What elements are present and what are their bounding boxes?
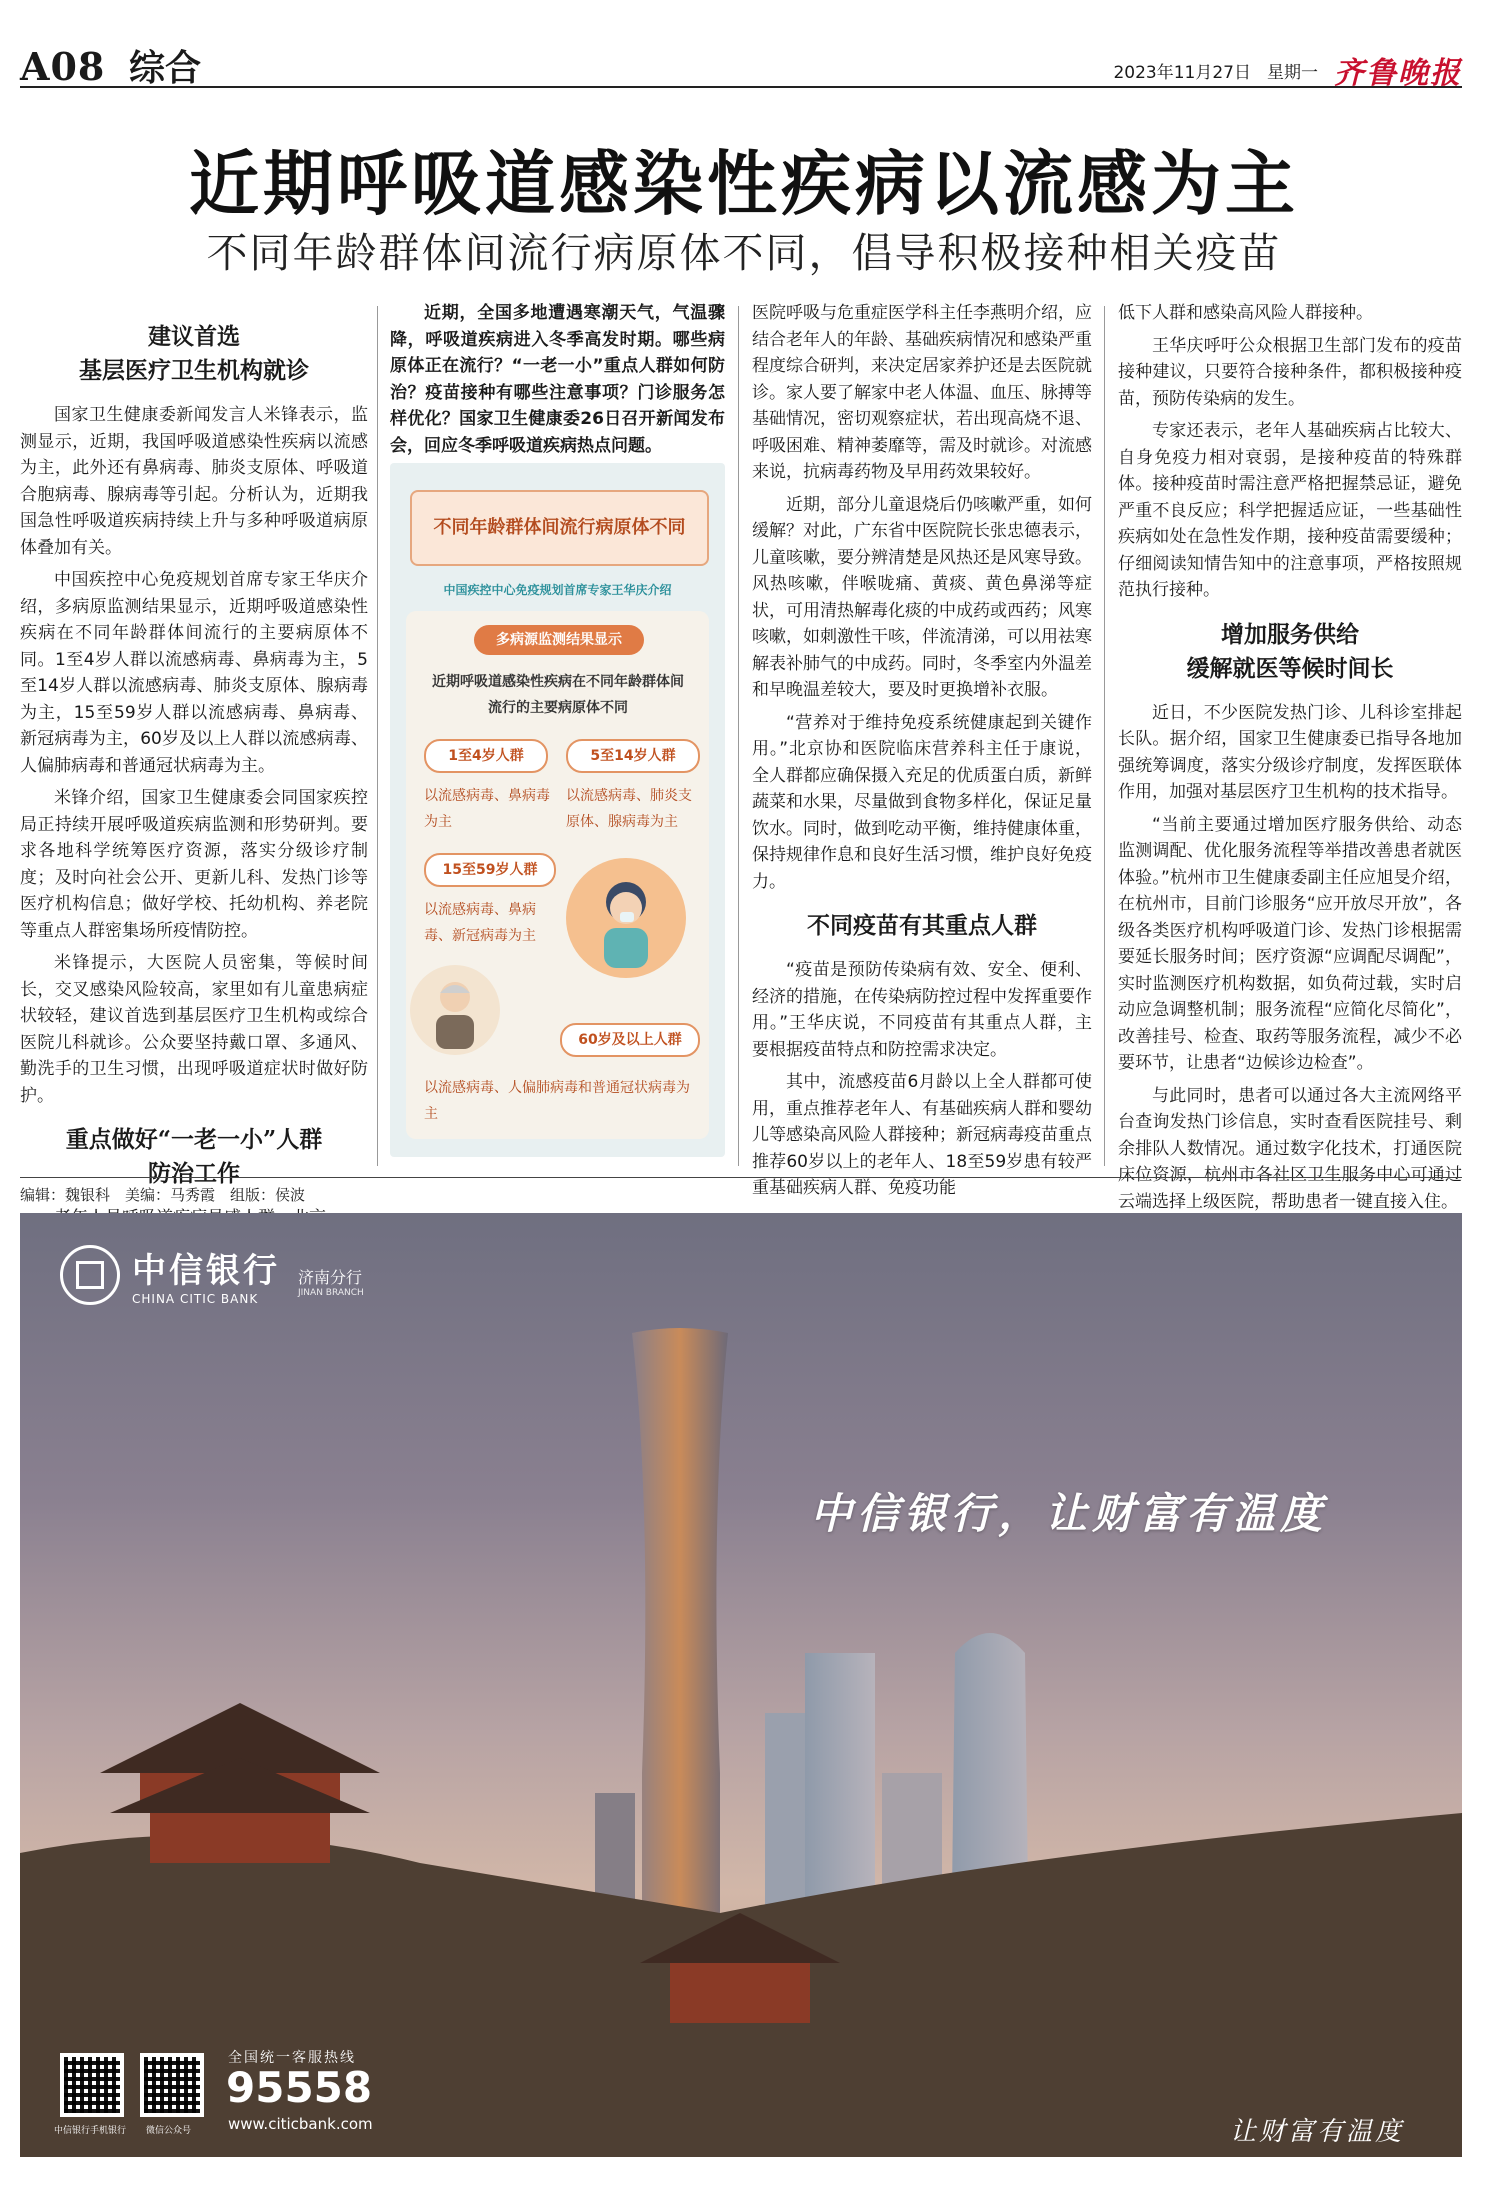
subhead-line: 建议首选 [148,323,240,350]
infographic-title: 不同年龄群体间流行病原体不同 [410,490,709,566]
column-divider [377,306,378,1166]
wechat-qr-icon [140,2053,204,2117]
elder-illustration [410,965,500,1055]
paragraph: 与此同时，患者可以通过各大主流网络平台查询发热门诊信息，实时查看医院挂号、剩余排队人数情况。通过数字化技术，打通医院床位资源，杭州市各社区卫生服务中心可通过云端选择上级医院，帮助患者一键直接入住。 [1118,1085,1462,1212]
branch-block [292,1265,364,1298]
issue-date: 2023年11月27日 [1113,62,1251,83]
bank-name-block [132,1243,280,1306]
age-group-pathogens: 以流感病毒、肺炎支原体、腺病毒为主 [566,788,692,830]
branch-name-cn: 济南分行 [298,1268,363,1287]
paragraph: 国家卫生健康委新闻发言人米锋表示，监测显示，近期，我国呼吸道感染性疾病以流感为主，此外还有鼻病毒、肺炎支原体、呼吸道合胞病毒、腺病毒等引起。分析认为，近期我国急性呼吸道疾病持续上升与多种呼吸道病原体叠加有关。 [20,405,368,558]
citic-logo-icon [60,1245,120,1305]
ad-slogan: 中信银行，让财富有温度 [810,1489,1328,1538]
paragraph: 近日，不少医院发热门诊、儿科诊室排起长队。据介绍，国家卫生健康委已指导各地加强统筹调度，落实分级诊疗制度，发挥医联体作用，加强对基层医疗卫生机构的技术指导。 [1118,702,1462,802]
age-group-label: 5至14岁人群 [566,739,700,773]
subhead-line: 基层医疗卫生机构就诊 [79,357,309,384]
bank-name-cn: 中信银行 [132,1251,280,1291]
article-column-1 [20,306,368,1238]
age-group-label: 15至59岁人群 [424,853,556,887]
editorial-credits: 编辑：魏银科 美编：马秀霞 组版：侯波 [20,1186,306,1204]
header-rule [20,86,1462,88]
column-divider [738,306,739,1166]
section-name: 综合 [128,47,201,89]
subhead-line: 防治工作 [148,1160,240,1187]
citic-bank-advertisement [20,1213,1462,2157]
subheadline: 不同年龄群体间流行病原体不同，倡导积极接种相关疫苗 [206,229,1282,277]
qr-label: 微信公众号 [146,2126,192,2136]
coughing-child-icon [566,858,686,978]
subhead-vaccines: 不同疫苗有其重点人群 [807,912,1037,939]
bank-logo [60,1243,364,1306]
issue-weekday: 星期一 [1267,62,1318,83]
age-group-pathogens: 以流感病毒、人偏肺病毒和普通冠状病毒为主 [424,1080,690,1122]
hotline-number: 95558 [226,2063,373,2112]
article-column-3 [752,300,1092,1208]
paragraph: 其中，流感疫苗6月龄以上全人群都可使用，重点推荐老年人、有基础疾病人群和婴幼儿等感染高风险人群接种；新冠病毒疫苗重点推荐60岁以上的老年人、18至59岁患有较严重基础疾病人群、免疫功能 [752,1072,1092,1198]
child-illustration [566,858,686,978]
paragraph: 专家还表示，老年人基础疾病占比较大、自身免疫力相对衰弱，是接种疫苗的特殊群体。接种疫苗时需注意严格把握禁忌证，避免严重不良反应；科学把握适应证，一些基础性疾病如处在急性发作期，接种疫苗需要缓种；仔细阅读知情告知中的注意事项，严格按照规范执行接种。 [1118,421,1462,600]
column-divider [1104,306,1105,1166]
paragraph: “当前主要通过增加医疗服务供给、动态监测调配、优化服务流程等举措改善患者就医体验。”杭州市卫生健康委副主任应旭旻介绍，在杭州市，目前门诊服务“应开放尽开放”，各级各类医疗机构呼吸道门诊、发热门诊根据需要延长服务时间；医疗资源“应调配尽调配”，实时监测医疗机构数据，如负荷过载，实时启动应急调整机制；服务流程“应简化尽简化”，改善挂号、检查、取药等服务流程，减少不必要环节，让患者“边候诊边检查”。 [1118,814,1462,1073]
paragraph: 医院呼吸与危重症医学科主任李燕明介绍，应结合老年人的年龄、基础疾病情况和感染严重程度综合研判，来决定居家养护还是去医院就诊。家人要了解家中老人体温、血压、脉搏等基础情况，密切观察症状，若出现高烧不退、呼吸困难、精神萎靡等，需及时就诊。对流感来说，抗病毒药物及早用药效果较好。 [752,303,1092,482]
age-group-pathogens: 以流感病毒、鼻病毒为主 [424,788,550,830]
ad-slogan-small: 让财富有温度 [1230,2117,1405,2147]
infographic [390,463,725,1157]
age-group-label: 60岁及以上人群 [560,1023,700,1057]
subhead-service-supply [1118,618,1462,686]
bank-name-en: CHINA CITIC BANK [132,1292,259,1306]
mobile-bank-qr-icon [60,2053,124,2117]
paragraph: “营养对于维持免疫系统健康起到关键作用。”北京协和医院临床营养科主任于康说，全人群都应确保摄入充足的优质蛋白质，新鲜蔬菜和水果，尽量做到食物多样化，保证足量饮水。同时，做到吃动平衡，维持健康体重，保持规律作息和良好生活习惯，维护良好免疫力。 [752,712,1092,892]
qr-label: 中信银行手机银行 [54,2126,127,2136]
article-column-2 [390,300,725,465]
article-column-4 [1118,300,1462,1248]
paragraph: “疫苗是预防传染病有效、安全、便利、经济的措施，在传染病防控过程中发挥重要作用。”王华庆说，不同疫苗有其重点人群，主要根据疫苗特点和防控需求决定。 [752,960,1092,1060]
paragraph: 米锋提示，大医院人员密集，等候时间长，交叉感染风险较高，家里如有儿童患病症状较轻，建议首选到基层医疗卫生机构或综合医院儿科就诊。公众要坚持戴口罩、多通风、勤洗手的卫生习惯，出现呼吸道症状时做好防护。 [20,953,368,1106]
page-number: A08 [20,44,106,89]
elderly-person-icon [410,965,500,1055]
headline: 近期呼吸道感染性疾病以流感为主 [189,142,1299,225]
newspaper-name: 齐鲁晚报 [1334,56,1462,91]
page-header-left [20,40,201,91]
paragraph: 米锋介绍，国家卫生健康委会同国家疾控局正持续开展呼吸道疾病监测和形势研判。要求各地科学统筹医疗资源，落实分级诊疗制度；及时向社会公开、更新儿科、发热门诊等医疗机构信息；做好学校、托幼机构、养老院等重点人群密集场所疫情防控。 [20,788,368,941]
age-group-label: 1至4岁人群 [424,739,548,773]
paragraph: 中国疾控中心免疫规划首席专家王华庆介绍，多病原监测结果显示，近期呼吸道感染性疾病在不同年龄群体间流行的主要病原体不同。1至4岁人群以流感病毒、鼻病毒为主，5至14岁人群以流感病毒、肺炎支原体、腺病毒为主，15至59岁人群以流感病毒、鼻病毒、新冠病毒为主，60岁及以上人群以流感病毒、人偏肺病毒和普通冠状病毒为主。 [20,570,368,776]
branch-name-en: JINAN BRANCH [298,1288,364,1298]
skyline-illustration [20,1213,1462,2157]
bank-website: www.citicbank.com [228,2115,373,2133]
subhead-line: 重点做好“一老一小”人群 [65,1126,323,1153]
footer-rule [20,1177,1462,1178]
age-group-pathogens: 以流感病毒、鼻病毒、新冠病毒为主 [424,902,536,944]
paragraph: 低下人群和感染高风险人群接种。 [1118,303,1373,323]
infographic-tag: 多病源监测结果显示 [474,625,644,655]
subhead-line: 缓解就医等候时间长 [1186,654,1394,682]
paragraph: 近期，部分儿童退烧后仍咳嗽严重，如何缓解？对此，广东省中医院院长张忠德表示，儿童咳嗽，要分辨清楚是风热还是风寒导致。风热咳嗽，伴喉咙痛、黄痰、黄色鼻涕等症状，可用清热解毒化痰的中成药或西药；风寒咳嗽，如刺激性干咳，伴流清涕，可以用祛寒解表补肺气的中成药。同时，冬季室内外温差和早晚温差较大，要及时更换增补衣服。 [752,494,1092,700]
hotline-label: 全国统一客服热线 [228,2050,356,2066]
subhead-line: 增加服务供给 [1221,620,1359,648]
subhead-primary-care [20,320,368,388]
infographic-description: 近期呼吸道感染性疾病在不同年龄群体间流行的主要病原体不同 [432,674,684,716]
paragraph: 王华庆呼吁公众根据卫生部门发布的疫苗接种建议，只要符合接种条件，都积极接种疫苗，预防传染病的发生。 [1118,335,1462,409]
lead-paragraph: 近期，全国多地遭遇寒潮天气，气温骤降，呼吸道疾病进入冬季高发时期。哪些病原体正在流行？“一老一小”重点人群如何防治？疫苗接种有哪些注意事项？门诊服务怎样优化？国家卫生健康委26日召开新闻发布会，回应冬季呼吸道疾病热点问题。 [390,303,725,456]
infographic-source: 中国疾控中心免疫规划首席专家王华庆介绍 [443,583,672,597]
subhead-elderly-children [20,1123,368,1191]
